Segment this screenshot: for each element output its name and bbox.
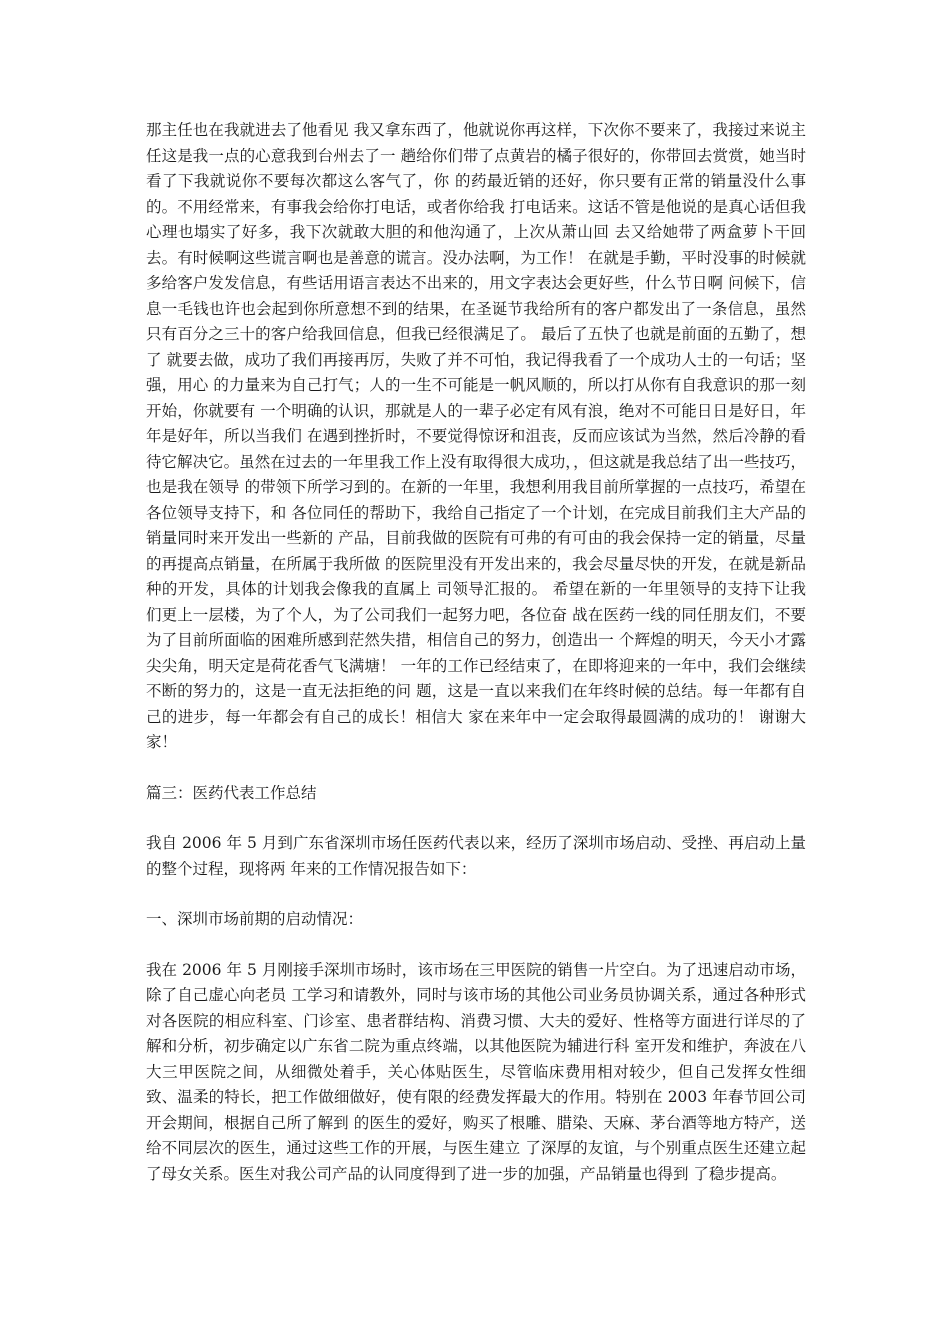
document-body [146,118,806,1212]
paragraph-work-summary-continued: 那主任也在我就进去了他看见 我又拿东西了，他就说你再这样，下次你不要来了，我接过来说主任这是我一点的心意我到台州去了一 趟给你们带了点黄岩的橘子很好的，你带回去赏赏，她当时看了下我就说你不要每次都这么客气了，你 的药最近销的还好，你只要有正常的销量没什么事的。不用经常来，有事我会给你打电话，或者你给我 打电话来。这话不管是他说的是真心话但我心理也塌实了好多，我下次就敢大胆的和他沟通了，上次从萧山回 去又给她带了两盒萝卜干回去。有时候啊这些谎言啊也是善意的谎言。没办法啊，为工作！ 在就是手勤，平时没事的时候就多给客户发发信息，有些话用语言表达不出来的，用文字表达会更好些，什么节日啊 问候下，信息一毛钱也许也会起到你所意想不到的结果，在圣诞节我给所有的客户都发出了一条信息，虽然只有百分之三十的客户给我回信息，但我已经很满足了。 最后了五快了也就是前面的五勤了，想了 就要去做，成功了我们再接再厉，失败了并不可怕，我记得我看了一个成功人士的一句话；坚强，用心 的力量来为自己打气；人的一生不可能是一帆风顺的，所以打从你有自我意识的那一刻开始，你就要有 一个明确的认识，那就是人的一辈子必定有风有浪，绝对不可能日日是好日，年年是好年，所以当我们 在遇到挫折时，不要觉得惊讶和沮丧，反而应该试为当然，然后冷静的看待它解决它。虽然在过去的一年里我工作上没有取得很大成功，，但这就是我总结了出一些技巧，也是我在领导 的带领下所学习到的。在新的一年里，我想利用我目前所掌握的一点技巧，希望在各位领导支持下，和 各位同任的帮助下，我给自己指定了一个计划，在完成目前我们主大产品的销量同时来开发出一些新的 产品，目前我做的医院有可弗的有可由的我会保持一定的销量，尽量的再提高点销量，在所属于我所做 的医院里没有开发出来的，我会尽量尽快的开发，在就是新品种的开发，具体的计划我会像我的直属上 司领导汇报的。 希望在新的一年里领导的支持下让我们更上一层楼，为了个人，为了公司我们一起努力吧，各位奋 战在医药一线的同任朋友们，不要为了目前所面临的困难所感到茫然失措，相信自己的努力，创造出一 个辉煌的明天，今天小才露尖尖角，明天定是荷花香气飞满塘！ 一年的工作已经结束了，在即将迎来的一年中，我们会继续不断的努力的，这是一直无法拒绝的问 题，这是一直以来我们在年终时候的总结。每一年都有自己的进步，每一年都会有自己的成长！相信大 家在来年中一定会取得最圆满的成功的！ 谢谢大家！ [146,121,806,751]
paragraph-shenzhen-startup-details: 我在 2006 年 5 月刚接手深圳市场时，该市场在三甲医院的销售一片空白。为了迅速启动市场，除了自己虚心向老员 工学习和请教外，同时与该市场的其他公司业务员协调关系，通过各种形式对各医院的相应科室、门诊室、患者群结构、消费习惯、大夫的爱好、性格等方面进行详尽的了解和分析，初步确定以广东省二院为重点终端，以其他医院为辅进行科 室开发和维护，奔波在八大三甲医院之间，从细微处着手，关心体贴医生，尽管临床费用相对较少，但自己发挥女性细致、温柔的特长，把工作做细做好，使有限的经费发挥最大的作用。特别在 2003 年春节回公司开会期间，根据自己所了解到 的医生的爱好，购买了根雕、腊染、天麻、茅台酒等地方特产，送给不同层次的医生，通过这些工作的开展，与医生建立 了深厚的友谊，与个别重点医生还建立起了母女关系。医生对我公司产品的认同度得到了进一步的加强，产品销量也得到 了稳步提高。 [146,960,806,1183]
paragraph-intro-shenzhen: 我自 2006 年 5 月到广东省深圳市场任医药代表以来，经历了深圳市场启动、受挫、再启动上量的整个过程，现将两 年来的工作情况报告如下： [146,834,806,878]
section-heading-shenzhen-startup: 一、深圳市场前期的启动情况： [146,910,364,928]
section-heading-part-three: 篇三：医药代表工作总结 [146,783,317,802]
